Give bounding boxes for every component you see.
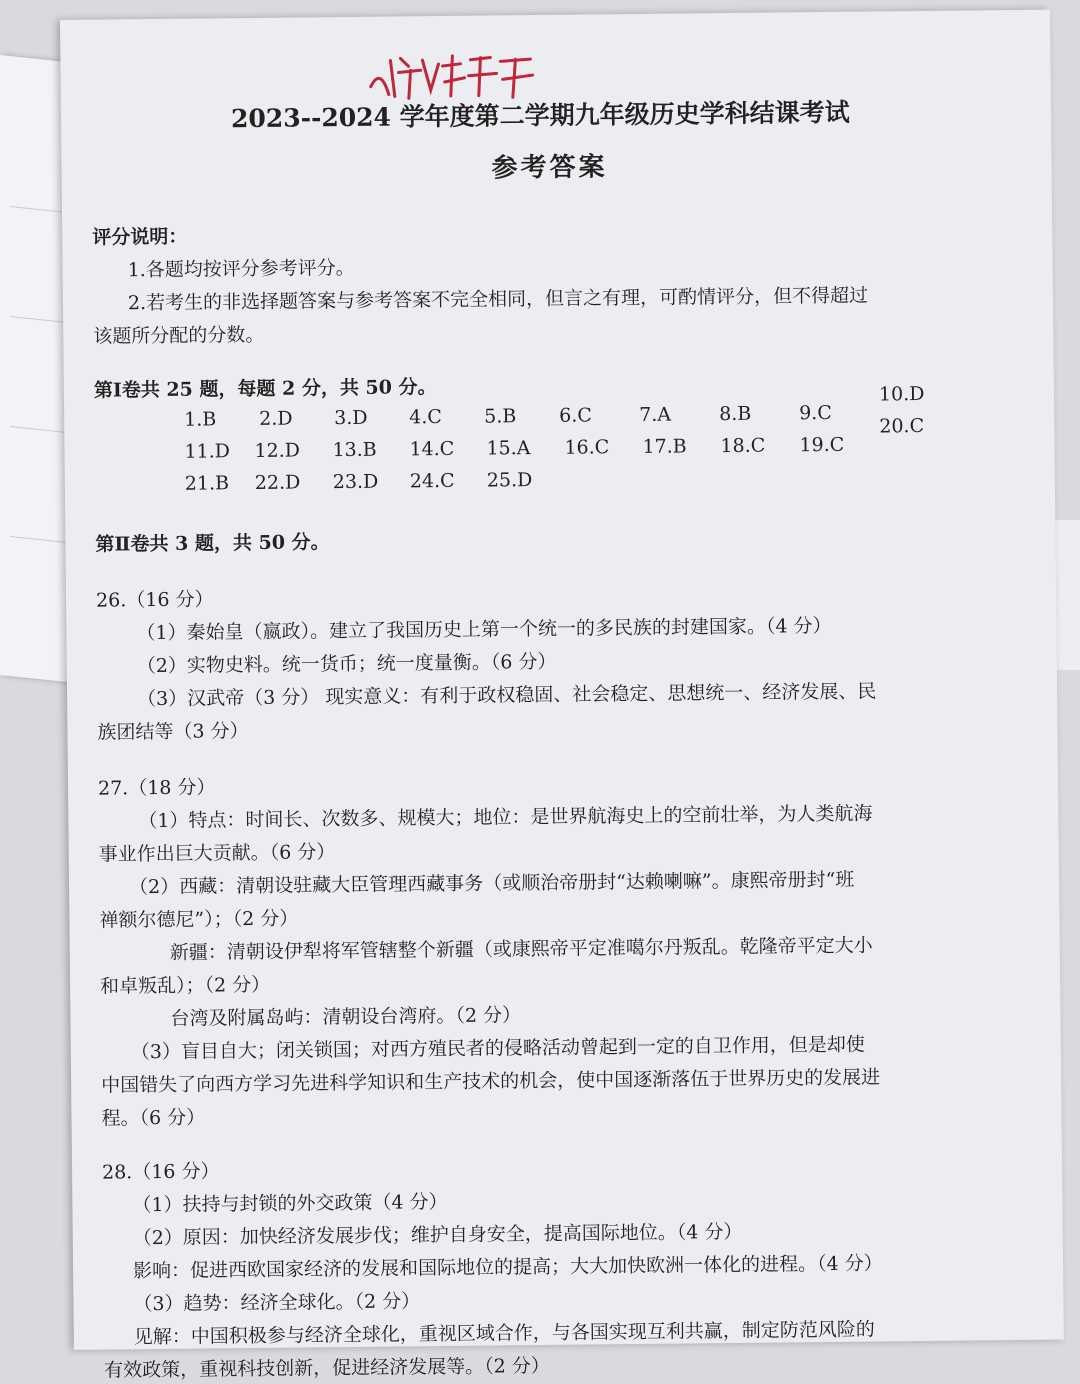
answer-12: 12.D: [254, 439, 301, 462]
answer-10: 10.D: [878, 382, 925, 406]
answer-20: 20.C: [879, 414, 925, 438]
answer-4: 4.C: [409, 406, 442, 429]
part1-heading: 第Ⅰ卷共 25 题，每题 2 分，共 50 分。: [93, 376, 437, 402]
q27-line-8: （3）盲目自大；闭关锁国；对西方殖民者的侵略活动曾起到一定的自卫作用，但是却使: [130, 1033, 865, 1064]
answer-5: 5.B: [484, 405, 517, 428]
q26-line-1: （1）秦始皇（嬴政）。建立了我国历史上第一个统一的多民族的封建国家。（4 分）: [136, 614, 832, 645]
q27-line-2: 事业作出巨大贡献。（6 分）: [98, 841, 336, 866]
q26-line-4: 族团结等（3 分）: [97, 720, 249, 744]
q27-line-3: （2）西藏：清朝设驻藏大臣管理西藏事务（或顺治帝册封“达赖喇嘛”。康熙帝册封“班: [128, 868, 855, 899]
answer-21: 21.B: [184, 472, 230, 495]
answer-18: 18.C: [720, 434, 766, 458]
q26-line-2: （2）实物史料。统一货币；统一度量衡。（6 分）: [136, 650, 557, 678]
page-subtitle: 参考答案: [491, 152, 608, 184]
page-title: 2023--2024 学年度第二学期九年级历史学科结课考试: [230, 97, 850, 134]
answer-sheet: [60, 10, 1064, 1382]
q28-line-4: （3）趋势：经济全球化。（2 分）: [133, 1290, 421, 1316]
q27-line-4: 禅额尔德尼”）；（2 分）: [99, 907, 299, 932]
answer-14: 14.C: [409, 437, 455, 461]
answer-23: 23.D: [332, 470, 379, 494]
q28-heading: 28.（16 分）: [101, 1160, 220, 1184]
answer-8: 8.B: [719, 402, 752, 426]
answer-22: 22.D: [254, 471, 301, 494]
answer-15: 15.A: [486, 437, 531, 460]
scoring-heading: 评分说明：: [92, 225, 188, 249]
q28-line-6: 有效政策，重视科技创新，促进经济发展等。（2 分）: [104, 1354, 550, 1382]
answer-16: 16.C: [564, 436, 610, 459]
scoring-rule-2-cont: 该题所分配的分数。: [93, 323, 265, 348]
q27-line-5: 新疆：清朝设伊犁将军管辖整个新疆（或康熙帝平定准噶尔丹叛乱。乾隆帝平定大小: [169, 934, 873, 964]
q28-line-5: 见解：中国积极参与经济全球化，重视区域合作，与各国实现互利共赢，制定防范风险的: [133, 1318, 875, 1349]
q28-line-1: （1）扶持与封锁的外交政策（4 分）: [132, 1191, 448, 1217]
q28-line-3: 影响：促进西欧国家经济的发展和国际地位的提高；大大加快欧洲一体化的进程。（4 分）: [132, 1252, 883, 1283]
answer-25: 25.D: [486, 469, 533, 492]
answer-2: 2.D: [259, 407, 293, 430]
q27-line-10: 程。（6 分）: [101, 1106, 206, 1130]
q26-heading: 26.（16 分）: [95, 588, 214, 612]
answer-19: 19.C: [799, 433, 845, 457]
answer-7: 7.A: [639, 403, 672, 426]
scoring-rule-2: 2.若考生的非选择题答案与参考答案不完全相同，但言之有理，可酌情评分，但不得超过: [127, 284, 869, 315]
q27-heading: 27.（18 分）: [97, 776, 216, 800]
q26-line-3: （3）汉武帝（3 分） 现实意义：有利于政权稳固、社会稳定、思想统一、经济发展、民: [137, 680, 877, 711]
q27-line-9: 中国错失了向西方学习先进科学知识和生产技术的机会，使中国逐渐落伍于世界历史的发展进: [101, 1066, 881, 1097]
scoring-rule-1: 1.各题均按评分参考评分。: [127, 256, 355, 282]
answer-13: 13.B: [332, 438, 377, 462]
q27-line-6: 和卓叛乱）；（2 分）: [100, 973, 271, 998]
answer-17: 17.B: [642, 435, 687, 458]
handwritten-note: [360, 45, 541, 107]
q27-line-7: 台湾及附属岛屿：清朝设台湾府。（2 分）: [170, 1004, 522, 1030]
q28-line-2: （2）原因：加快经济发展步伐；维护自身安全，提高国际地位。（4 分）: [132, 1220, 743, 1250]
answer-3: 3.D: [334, 406, 368, 430]
q27-line-1: （1）特点：时间长、次数多、规模大；地位：是世界航海史上的空前壮举，为人类航海: [138, 802, 873, 833]
answer-6: 6.C: [559, 404, 592, 427]
answer-11: 11.D: [184, 440, 231, 463]
answer-24: 24.C: [409, 469, 455, 493]
part2-heading: 第Ⅱ卷共 3 题，共 50 分。: [95, 531, 330, 556]
answer-9: 9.C: [799, 401, 832, 425]
answer-1: 1.B: [184, 408, 217, 431]
